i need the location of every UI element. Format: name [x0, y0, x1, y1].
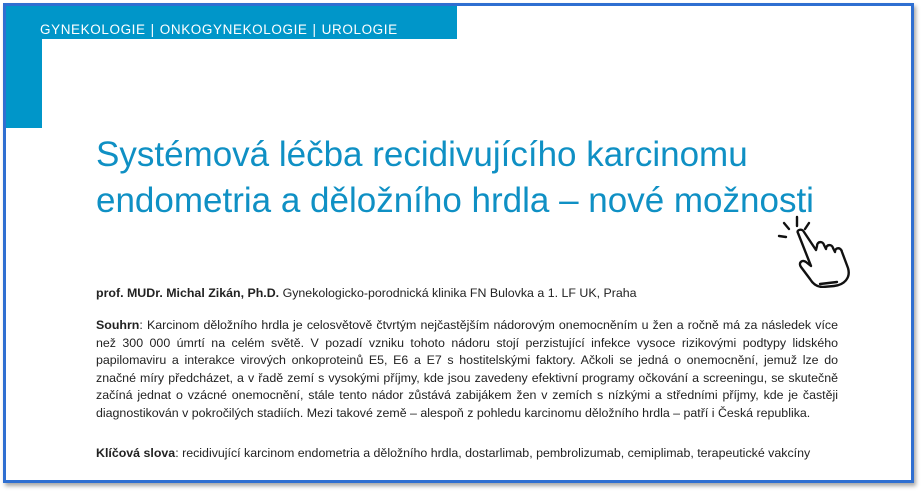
banner-inner-corner	[42, 39, 457, 128]
author-affiliation: Gynekologicko-porodnická klinika FN Bulovka a 1. LF UK, Praha	[282, 286, 637, 300]
abstract	[96, 317, 838, 422]
abstract-label: Souhrn	[96, 318, 140, 332]
tap-hand-icon[interactable]	[776, 208, 858, 288]
author-line	[96, 286, 876, 300]
category-onkogynekologie[interactable]: ONKOGYNEKOLOGIE	[159, 22, 308, 37]
category-urologie[interactable]: UROLOGIE	[321, 22, 398, 37]
category-tags	[40, 22, 398, 37]
category-gynekologie[interactable]: GYNEKOLOGIE	[40, 22, 146, 37]
abstract-text: : Karcinom děložního hrdla je celosvětově čtvrtým nejčastějším nádorovým onemocněním u žen a ročně má za následek více než 300 000 úmrtí na celém světě. V pozadí vzniku tohoto nádoru stojí perzistující infekce vysoce rizikovými podtypy lidského papilomaviru a interakce virových onkoproteinů E5, E6 a E7 s hostitelskými faktory. Ačkoli se jedná o onemocnění, jemuž lze do značné míry předcházet, a v řadě zemí s vysokými příjmy, kde jsou zavedeny efektivní programy očkování a screeningu, se skutečně začíná jednat o vzácné onemocnění, stále tento nádor zůstává zabijákem žen v zemích s nízkými a středními příjmy, kde je častěji diagnostikován v pokročilých stadiích. Mezi takové země – alespoň z pohledu karcinomu děložního hrdla – patří i Česká republika.	[96, 318, 838, 420]
keywords-label: Klíčová slova	[96, 446, 176, 460]
banner-side-bar	[6, 6, 42, 128]
article-title: Systémová léčba recidivujícího karcinomu endometria a děložního hrdla – nové možnosti	[96, 135, 814, 220]
author-name: prof. MUDr. Michal Zikán, Ph.D.	[96, 286, 280, 300]
keywords-text: : recidivující karcinom endometria a děložního hrdla, dostarlimab, pembrolizumab, cemiplimab, terapeutické vakcíny	[175, 446, 811, 460]
category-separator: |	[150, 22, 155, 37]
keywords-line	[96, 446, 876, 460]
category-separator: |	[312, 22, 317, 37]
